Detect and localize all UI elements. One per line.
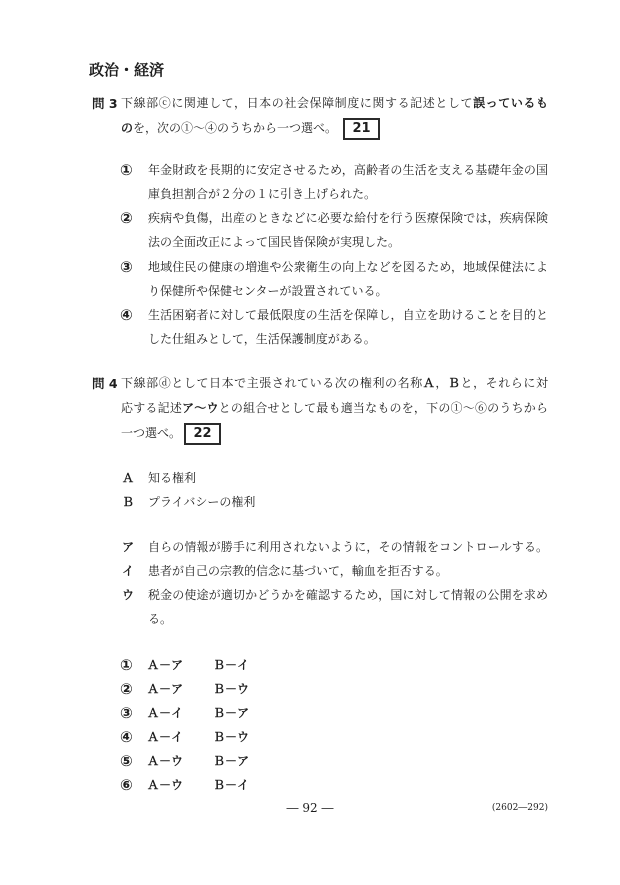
option-item [120,653,548,677]
exam-code: (2602―292) [491,803,548,813]
choice-item [120,206,548,254]
option-pair-a: Ａ－ア [147,682,184,696]
choice-number: ① [120,161,133,179]
question-4 [92,371,548,446]
statement-key: イ [122,564,135,578]
stem-text: 応する記述 [121,401,183,415]
option-number: ④ [120,728,133,746]
question-number: 問 3 [92,96,118,111]
choice-item [120,158,548,206]
option-pair-b: Ｂ－ウ [213,682,250,696]
option-number: ③ [120,704,133,722]
right-item [120,466,548,490]
page-number: ― 92 ― [286,801,334,815]
stem-text: 一つ選べ。 [121,426,182,440]
question-3 [92,91,548,141]
choice-number: ④ [120,306,133,324]
choice-item [120,303,548,351]
answer-box: 22 [184,423,221,445]
option-item [120,677,548,701]
option-pair-b: Ｂ－イ [213,658,250,672]
statement-item [120,583,548,631]
choice-item [120,255,548,303]
choice-text-line: 生活困窮者に対して最低限度の生活を保障し，自立を助けることを目的と [148,308,548,322]
choice-text-line: した仕組みとして，生活保護制度がある。 [148,332,376,346]
question-number: 問 4 [92,376,118,391]
stem-text: 下線部ⓓとして日本で主張されている次の権利の名称 [121,376,423,390]
option-pair-b: Ｂ－ア [213,754,250,768]
right-item [120,490,548,514]
option-pair-a: Ａ－ウ [147,778,184,792]
stem-text: と，それらに対 [460,376,548,390]
choice-text-line: 法の全面改正によって国民皆保険が実現した。 [148,235,401,249]
option-item [120,749,548,773]
question-stem-line [121,91,548,116]
stem-text: ， [435,376,448,390]
emphasis-text: 誤っているも [473,96,548,110]
stem-text: との組合せとして最も適当なものを，下の①～⑥のうちから [218,401,548,415]
question-stem-line [121,396,548,421]
answer-box: 21 [343,118,380,140]
option-pair-a: Ａ－イ [147,706,184,720]
choice-number: ③ [120,258,133,276]
statement-item [120,535,548,559]
statement-item [120,559,548,583]
option-pair-a: Ａ－イ [147,730,184,744]
statement-text-line: 自らの情報が勝手に利用されないように，その情報をコントロールする。 [148,540,548,554]
statement-key: ア [122,540,135,554]
section-title: 政治・経済 [89,61,165,79]
choice-text-line: 庫負担割合が２分の１に引き上げられた。 [148,187,377,201]
right-key-ref: Ｂ [447,376,461,390]
option-pair-b: Ｂ－ウ [213,730,250,744]
option-number: ⑤ [120,752,133,770]
choice-text-line: 疾病や負傷，出産のときなどに必要な給付を行う医療保険では，疾病保険 [148,211,548,225]
option-item [120,701,548,725]
option-item [120,725,548,749]
option-pair-b: Ｂ－イ [213,778,250,792]
option-pair-a: Ａ－ア [147,658,184,672]
statement-text-line: 税金の使途が適切かどうかを確認するため，国に対して情報の公開を求め [148,588,548,602]
emphasis-text: の [121,121,134,135]
right-key: Ａ [122,471,135,485]
option-number: ⑥ [120,776,133,794]
statement-text-line: る。 [148,612,173,626]
question-stem-line [121,116,548,141]
choice-number: ② [120,209,133,227]
statement-key: ウ [122,588,135,602]
right-name: プライバシーの権利 [148,495,256,509]
choice-text-line: り保健所や保健センターが設置されている。 [148,284,388,298]
choice-text-line: 年金財政を長期的に安定させるため，高齢者の生活を支える基礎年金の国 [148,163,548,177]
option-number: ① [120,656,133,674]
option-pair-a: Ａ－ウ [147,754,184,768]
right-key-ref: Ａ [422,376,436,390]
question-stem-line [121,421,548,446]
stem-text: を，次の①～④のうちから一つ選べ。 [133,121,338,135]
statement-key-ref: ア～ウ [182,401,219,415]
option-number: ② [120,680,133,698]
right-key: Ｂ [122,495,135,509]
choice-text-line: 地域住民の健康の増進や公衆衛生の向上などを図るため，地域保健法によ [148,260,548,274]
stem-text: 下線部ⓒに関連して，日本の社会保障制度に関する記述として [121,96,474,110]
option-pair-b: Ｂ－ア [213,706,250,720]
question-stem-line [121,371,548,396]
right-name: 知る権利 [148,471,197,485]
statement-text-line: 患者が自己の宗教的信念に基づいて，輸血を拒否する。 [148,564,448,578]
option-item [120,773,548,797]
